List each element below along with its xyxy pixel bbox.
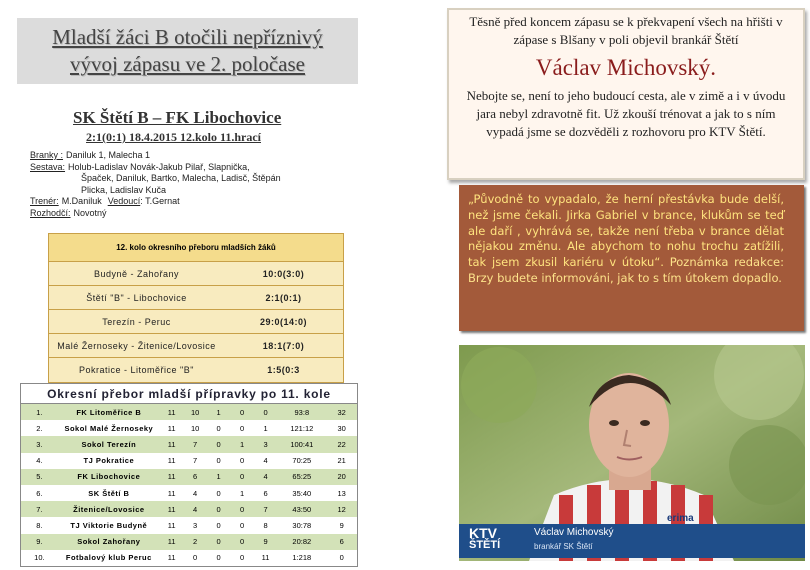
- standing-team: FK Litoměřice B: [58, 404, 160, 420]
- standing-points: 12: [326, 501, 357, 517]
- standing-score: 121:12: [277, 420, 326, 436]
- standing-wins: 2: [183, 534, 206, 550]
- standings-row: [21, 453, 357, 469]
- caption-role: brankář SK Štětí: [534, 542, 593, 551]
- standing-wins: 10: [183, 420, 206, 436]
- standing-played: 11: [160, 436, 183, 452]
- standing-position: 1.: [21, 404, 58, 420]
- standing-losses: 0: [230, 453, 253, 469]
- roster-label: Sestava:: [30, 161, 66, 172]
- result-teams: Budyně - Zahořany: [93, 268, 180, 279]
- standings-title: Okresní přebor mladší přípravky po 11. kole: [21, 384, 357, 404]
- player-photo: [459, 345, 805, 561]
- caption-bar: [459, 524, 805, 558]
- standing-played: 11: [160, 485, 183, 501]
- standing-position: 6.: [21, 485, 58, 501]
- standing-defeats: 7: [254, 501, 277, 517]
- standings-row: [21, 501, 357, 517]
- standing-draws: 0: [207, 485, 230, 501]
- standing-draws: 1: [207, 469, 230, 485]
- standing-losses: 0: [230, 420, 253, 436]
- standing-score: 43:50: [277, 501, 326, 517]
- standing-position: 4.: [21, 453, 58, 469]
- results-row: [49, 310, 343, 334]
- standing-losses: 0: [230, 517, 253, 533]
- standing-team: Sokol Zahořany: [58, 534, 160, 550]
- standing-played: 11: [160, 501, 183, 517]
- standing-draws: 0: [207, 436, 230, 452]
- standing-losses: 0: [230, 469, 253, 485]
- headline-line1: Mladší žáci B otočili nepříznivý: [52, 25, 323, 49]
- standing-points: 22: [326, 436, 357, 452]
- standing-score: 65:25: [277, 469, 326, 485]
- standings-row: [21, 550, 357, 566]
- standing-team: Žitenice/Lovosice: [58, 501, 160, 517]
- standing-score: 35:40: [277, 485, 326, 501]
- standing-wins: 4: [183, 501, 206, 517]
- standings-row: [21, 436, 357, 452]
- ktv-logo-line2: ŠTĚTÍ: [469, 539, 501, 551]
- results-row: [49, 358, 343, 382]
- standing-wins: 6: [183, 469, 206, 485]
- results-row: [49, 262, 343, 286]
- result-teams: Štětí "B" - Libochovice: [86, 292, 187, 303]
- standing-points: 6: [326, 534, 357, 550]
- standing-defeats: 0: [254, 404, 277, 420]
- standing-position: 3.: [21, 436, 58, 452]
- standing-played: 11: [160, 550, 183, 566]
- standing-points: 20: [326, 469, 357, 485]
- standing-defeats: 11: [254, 550, 277, 566]
- roster-line2: Špaček, Daniluk, Bartko, Malecha, Ladisč, Štěpán: [81, 173, 281, 183]
- standing-played: 11: [160, 469, 183, 485]
- standing-draws: 0: [207, 420, 230, 436]
- coach-label: Trenér:: [30, 196, 59, 206]
- leader-value: : T.Gernat: [140, 196, 180, 206]
- standings-row: [21, 485, 357, 501]
- standing-wins: 3: [183, 517, 206, 533]
- results-header: 12. kolo okresního přeboru mladších žáků: [49, 234, 343, 262]
- standings-grid: [21, 404, 357, 566]
- standing-team: Sokol Malé Žernoseky: [58, 420, 160, 436]
- standing-wins: 7: [183, 436, 206, 452]
- standing-draws: 0: [207, 534, 230, 550]
- standing-defeats: 4: [254, 453, 277, 469]
- officials-row: [30, 196, 360, 208]
- player-name: Václav Michovský.: [535, 55, 717, 80]
- result-teams: Pokratice - Litoměřice "B": [79, 365, 194, 375]
- standing-team: Sokol Terezín: [58, 436, 160, 452]
- result-teams: Malé Žernoseky - Žitenice/Lovosice: [57, 340, 216, 351]
- standing-team: SK Štětí B: [58, 485, 160, 501]
- standing-score: 1:218: [277, 550, 326, 566]
- standing-points: 30: [326, 420, 357, 436]
- standing-points: 13: [326, 485, 357, 501]
- match-title: SK Štětí B – FK Libochovice: [73, 108, 282, 127]
- standing-position: 7.: [21, 501, 58, 517]
- standing-score: 30:78: [277, 517, 326, 533]
- standing-position: 9.: [21, 534, 58, 550]
- ktv-logo: [469, 527, 527, 555]
- standing-wins: 4: [183, 485, 206, 501]
- quote-text: „Původně to vypadalo, že herní přestávka bude delší, než jsme čekali. Jirka Gabriel v brance, klukům se teď ale daří , vyhrává se, takže není třeba v brance dělat nějakou změnu. Ale abychom to nohu trochu zatížili, tak jsem zkusil kariéru v útoku“.: [468, 192, 784, 270]
- standing-defeats: 9: [254, 534, 277, 550]
- standing-score: 100:41: [277, 436, 326, 452]
- standing-draws: 0: [207, 501, 230, 517]
- editor-note: Poznámka redakce: Brzy budete informováni, jak to s tím útokem dopadlo.: [468, 255, 784, 285]
- coach-value: M.Daniluk: [61, 196, 102, 206]
- standing-position: 5.: [21, 469, 58, 485]
- standing-losses: 1: [230, 485, 253, 501]
- standing-team: TJ Pokratice: [58, 453, 160, 469]
- match-subtitle: 2:1(0:1) 18.4.2015 12.kolo 11.hrací: [86, 130, 261, 144]
- result-score: 2:1(0:1): [265, 292, 302, 303]
- standing-team: FK Libochovice: [58, 469, 160, 485]
- shirt-brand: erima: [667, 513, 694, 524]
- results-row: [49, 286, 343, 310]
- goals-value: Daniluk 1, Malecha 1: [66, 150, 151, 160]
- standing-losses: 0: [230, 404, 253, 420]
- standing-played: 11: [160, 517, 183, 533]
- result-teams: Terezín - Peruc: [102, 316, 171, 327]
- headline-line2: vývoj zápasu ve 2. poločase: [69, 52, 305, 76]
- standing-losses: 0: [230, 534, 253, 550]
- standing-score: 20:82: [277, 534, 326, 550]
- standings-row: [21, 534, 357, 550]
- standings-row: [21, 469, 357, 485]
- result-score: 1:5(0:3: [267, 365, 300, 375]
- standing-draws: 0: [207, 517, 230, 533]
- standing-losses: 0: [230, 550, 253, 566]
- quote-box: [459, 185, 804, 331]
- ktv-logo-line1: KTV: [469, 525, 497, 541]
- standing-draws: 0: [207, 550, 230, 566]
- standing-wins: 7: [183, 453, 206, 469]
- standing-defeats: 3: [254, 436, 277, 452]
- intro-box: [447, 8, 805, 180]
- standing-defeats: 4: [254, 469, 277, 485]
- standing-wins: 10: [183, 404, 206, 420]
- referee-row: [30, 208, 360, 220]
- standing-team: TJ Viktorie Budyně: [58, 517, 160, 533]
- standings-row: [21, 420, 357, 436]
- result-score: 10:0(3:0): [262, 268, 305, 279]
- standing-points: 0: [326, 550, 357, 566]
- standing-losses: 0: [230, 501, 253, 517]
- headline: [17, 18, 358, 84]
- standings-row: [21, 404, 357, 420]
- result-score: 29:0(14:0): [259, 316, 308, 327]
- standing-draws: 0: [207, 453, 230, 469]
- standing-team: Fotbalový klub Peruc: [58, 550, 160, 566]
- leader-label: Vedoucí: [107, 196, 141, 206]
- standing-defeats: 6: [254, 485, 277, 501]
- standing-losses: 1: [230, 436, 253, 452]
- standing-points: 21: [326, 453, 357, 469]
- standing-played: 11: [160, 534, 183, 550]
- standing-score: 93:8: [277, 404, 326, 420]
- lineup-block: [30, 150, 360, 219]
- standing-score: 70:25: [277, 453, 326, 469]
- results-row: [49, 334, 343, 358]
- roster-row: [30, 162, 360, 174]
- standing-draws: 1: [207, 404, 230, 420]
- standing-position: 8.: [21, 517, 58, 533]
- result-score: 18:1(7:0): [262, 340, 305, 351]
- roster-line3: Plicka, Ladislav Kuča: [81, 184, 167, 195]
- intro-body: Nebojte se, není to jeho budoucí cesta, ale v zimě a i v úvodu jara nebyl zdravotně fit. Už zkouší trénovat a jak to s ním vypadá jsme se dozvěděli z rozhovoru pro KTV Štětí.: [466, 88, 786, 139]
- goals-row: [30, 150, 360, 162]
- standing-defeats: 8: [254, 517, 277, 533]
- roster-line1: Holub-Ladislav Novák-Jakub Pilař, Slapnička,: [68, 161, 250, 172]
- results-table: [48, 233, 344, 383]
- intro-text: Těsně před koncem zápasu se k překvapení všech na hřišti v zápase s Blšany v poli objevil brankář Štětí: [469, 14, 783, 47]
- standing-wins: 0: [183, 550, 206, 566]
- standing-played: 11: [160, 404, 183, 420]
- standings-table: [20, 383, 358, 567]
- caption-name: Václav Michovský: [534, 527, 614, 538]
- standing-played: 11: [160, 420, 183, 436]
- standing-position: 2.: [21, 420, 58, 436]
- standing-defeats: 1: [254, 420, 277, 436]
- standing-points: 32: [326, 404, 357, 420]
- standing-points: 9: [326, 517, 357, 533]
- goals-label: Branky :: [30, 150, 64, 160]
- referee-value: Novotný: [73, 207, 107, 218]
- standing-played: 11: [160, 453, 183, 469]
- standings-row: [21, 517, 357, 533]
- referee-label: Rozhodčí:: [30, 207, 71, 218]
- standing-position: 10.: [21, 550, 58, 566]
